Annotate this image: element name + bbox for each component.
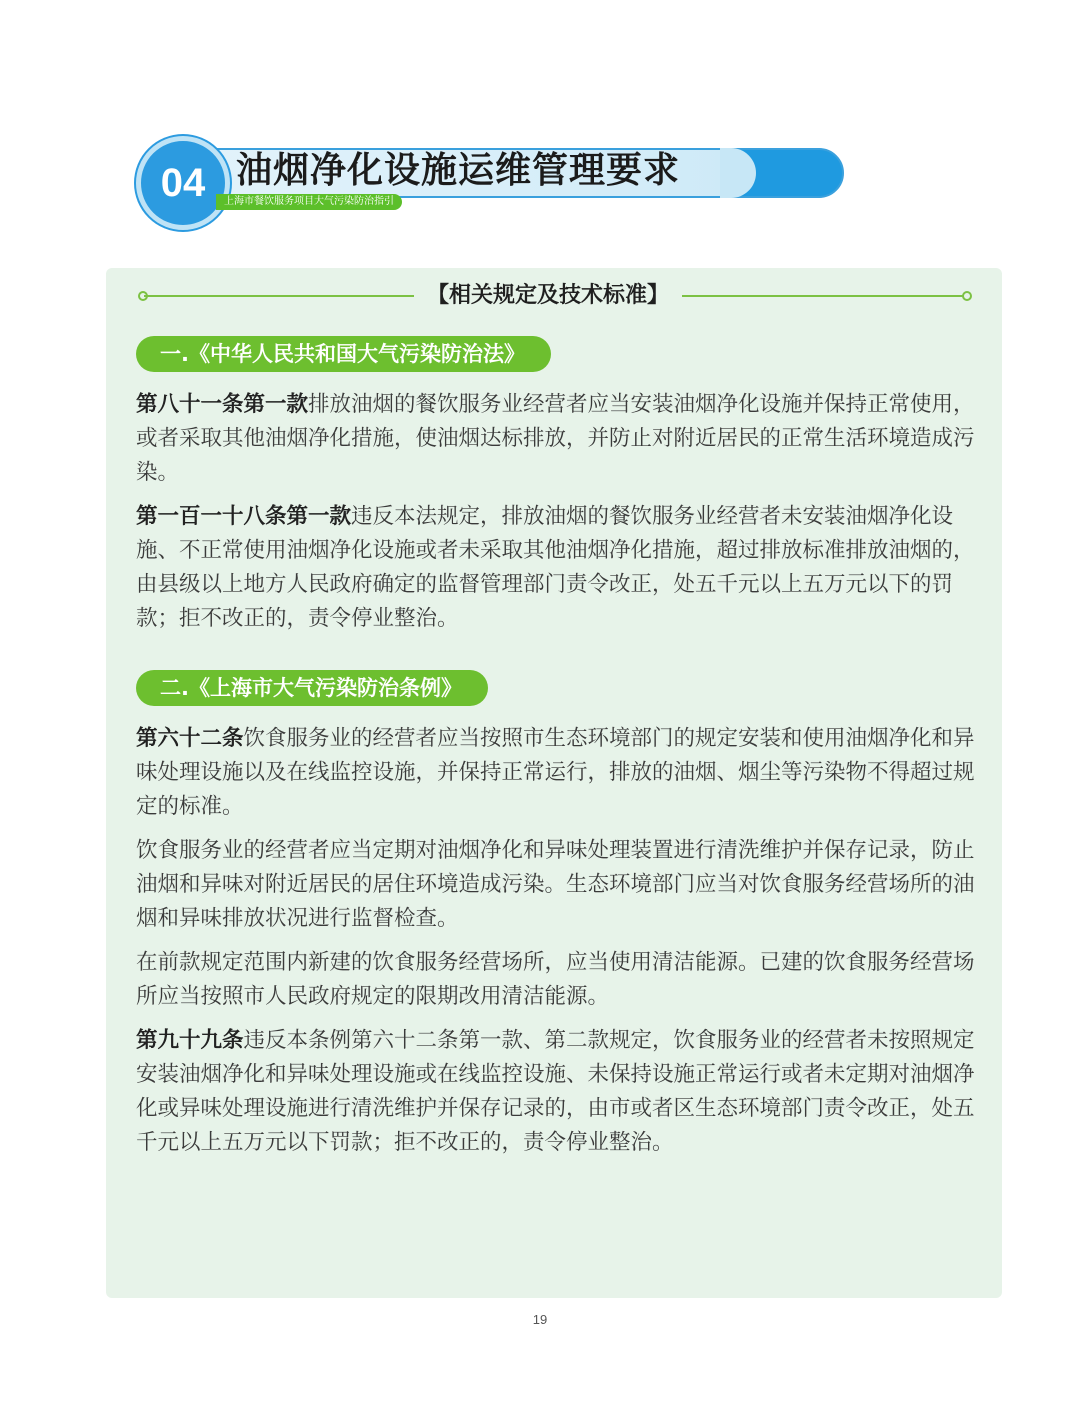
article-text: 饮食服务业的经营者应当定期对油烟净化和异味处理装置进行清洗维护并保存记录，防止油烟和异味对附近居民的居住环境造成污染。生态环境部门应当对饮食服务经营场所的油烟和异味排放状况进行监督检查。 (136, 838, 975, 931)
law-paragraph (136, 722, 976, 824)
law-paragraph (136, 388, 976, 490)
article-text: 违反本法规定，排放油烟的餐饮服务业经营者未安装油烟净化设施、不正常使用油烟净化设施或者未采取其他油烟净化措施，超过排放标准排放油烟的，由县级以上地方人民政府确定的监督管理部门责令改正，处五千元以上五万元以下的罚款；拒不改正的，责令停业整治。 (136, 504, 975, 631)
article-number: 第六十二条 (136, 726, 244, 751)
chapter-title: 油烟净化设施运维管理要求 (236, 150, 681, 191)
article-number: 第九十九条 (136, 1028, 244, 1053)
section-heading: 【相关规定及技术标准】 (426, 283, 669, 308)
article-text: 在前款规定范围内新建的饮食服务经营场所，应当使用清洁能源。已建的饮食服务经营场所应当按照市人民政府规定的限期改用清洁能源。 (136, 950, 975, 1009)
article-text: 饮食服务业的经营者应当按照市生态环境部门的规定安装和使用油烟净化和异味处理设施以及在线监控设施，并保持正常运行，排放的油烟、烟尘等污染物不得超过规定的标准。 (136, 726, 975, 819)
section-heading-divider (138, 278, 972, 314)
law-tag-national: 一.《中华人民共和国大气污染防治法》 (136, 336, 551, 372)
article-text: 违反本条例第六十二条第一款、第二款规定，饮食服务业的经营者未按照规定安装油烟净化和异味处理设施或在线监控设施、未保持设施正常运行或者未定期对油烟净化或异味处理设施进行清洗维护并保存记录的，由市或者区生态环境部门责令改正，处五千元以上五万元以下罚款；拒不改正的，责令停业整治。 (136, 1028, 975, 1155)
content-panel (106, 268, 1002, 1298)
divider-line-right (682, 295, 966, 297)
article-number: 第一百一十八条第一款 (136, 504, 352, 529)
chapter-header (136, 136, 856, 228)
chapter-number-badge: 04 (136, 136, 230, 230)
article-number: 第八十一条第一款 (136, 392, 309, 417)
law-paragraph (136, 500, 976, 636)
chapter-subtitle: 上海市餐饮服务项目大气污染防治指引 (216, 194, 402, 210)
law-paragraph (136, 834, 976, 936)
divider-dot-right (962, 291, 972, 301)
law-tag-shanghai: 二.《上海市大气污染防治条例》 (136, 670, 488, 706)
page-number: 19 (532, 1312, 548, 1327)
divider-line-left (144, 295, 414, 297)
law-paragraph (136, 1024, 976, 1160)
article-text: 排放油烟的餐饮服务业经营者应当安装油烟净化设施并保持正常使用，或者采取其他油烟净化措施，使油烟达标排放，并防止对附近居民的正常生活环境造成污染。 (136, 392, 975, 485)
law-paragraph (136, 946, 976, 1014)
